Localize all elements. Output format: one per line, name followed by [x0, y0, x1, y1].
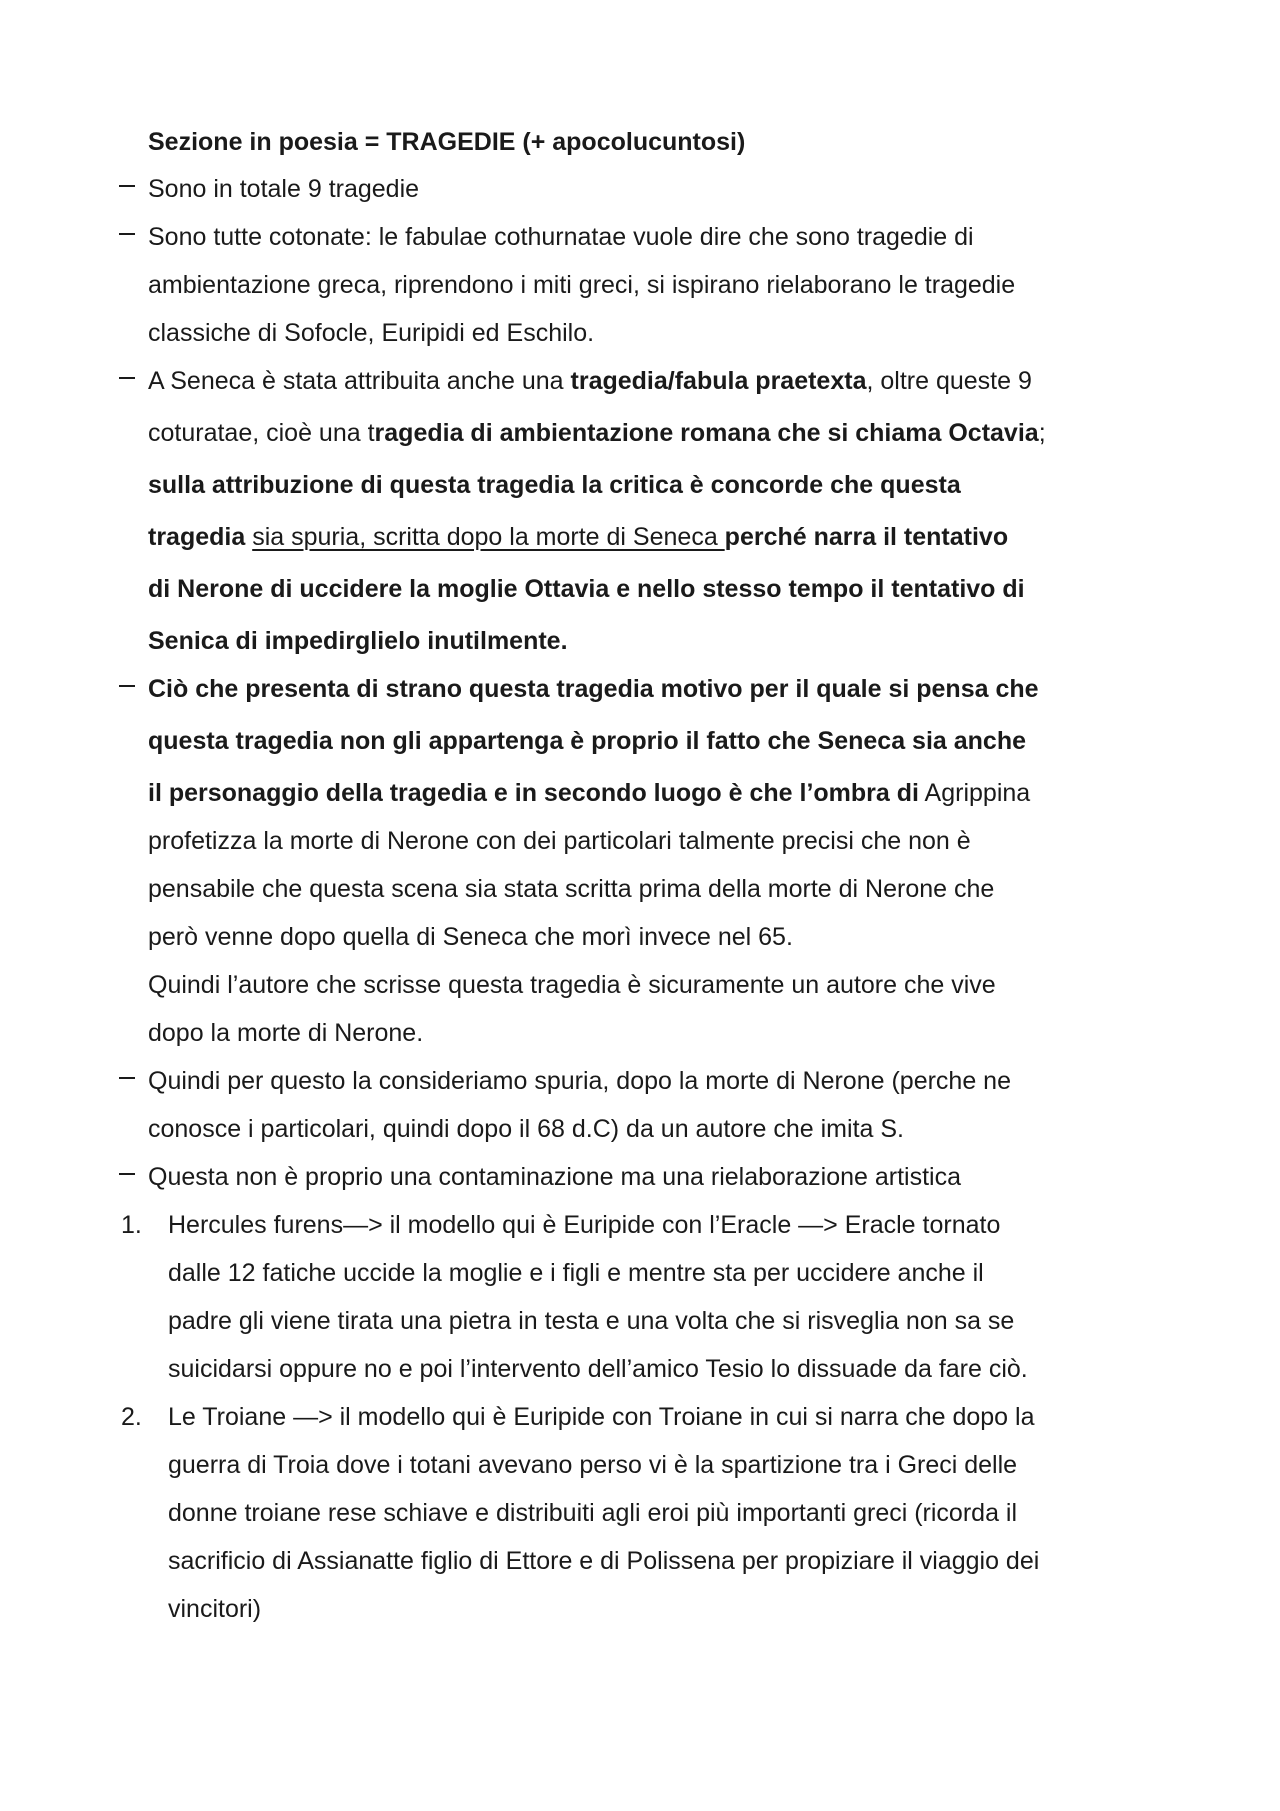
- bold-text: Senica di impedirglielo inutilmente.: [148, 627, 568, 655]
- underlined-text: sia spuria, scritta dopo la morte di Seneca: [252, 523, 725, 551]
- list-item-text: Le Troiane —> il modello qui è Euripide con Troiane in cui si narra che dopo la: [168, 1403, 1035, 1431]
- bullet-text: classiche di Sofocle, Euripidi ed Eschilo.: [148, 319, 595, 347]
- list-item-text: donne troiane rese schiave e distribuiti agli eroi più importanti greci (ricorda il: [168, 1499, 1018, 1527]
- list-item-text: vincitori): [168, 1595, 262, 1623]
- bullet-text: Questa non è proprio una contaminazione ma una rielaborazione artistica: [148, 1163, 961, 1191]
- bullet-dash: [119, 185, 135, 187]
- bullet-dash: [119, 233, 135, 235]
- text-span: Agrippina: [918, 779, 1031, 807]
- bold-text: Ciò che presenta di strano questa tragedia motivo per il quale si pensa che: [148, 675, 1039, 703]
- text-span: tragedia: [148, 523, 253, 551]
- text-span: A Seneca è stata attribuita anche una: [148, 367, 571, 395]
- bold-text: ragedia di ambientazione romana che si chiama Octavia: [374, 419, 1039, 447]
- list-item-text: sacrificio di Assianatte figlio di Ettore e di Polissena per propiziare il viaggio dei: [168, 1547, 1040, 1575]
- bullet-text: Sono in totale 9 tragedie: [148, 175, 420, 203]
- bullet-text: però venne dopo quella di Seneca che morì invece nel 65.: [148, 923, 793, 951]
- bold-text: questa tragedia non gli appartenga è proprio il fatto che Seneca sia anche: [148, 727, 1026, 755]
- bullet-dash: [119, 685, 135, 687]
- bullet-text: Quindi l’autore che scrisse questa tragedia è sicuramente un autore che vive: [148, 971, 996, 999]
- bullet-text: dopo la morte di Nerone.: [148, 1019, 424, 1047]
- text-span: , oltre queste 9: [866, 367, 1032, 395]
- text-span: ;: [1038, 419, 1046, 447]
- list-number: 1.: [121, 1211, 142, 1239]
- list-item-text: guerra di Troia dove i totani avevano perso vi è la spartizione tra i Greci delle: [168, 1451, 1018, 1479]
- bullet-text: Quindi per questo la consideriamo spuria, dopo la morte di Nerone (perche ne: [148, 1067, 1011, 1095]
- bold-text: il personaggio della tragedia e in secondo luogo è che l’ombra di: [148, 779, 919, 807]
- list-item-text: suicidarsi oppure no e poi l’intervento dell’amico Tesio lo dissuade da fare ciò.: [168, 1355, 1028, 1383]
- bullet-text: [148, 366, 1032, 396]
- bold-text: di Nerone di uccidere la moglie Ottavia e nello stesso tempo il tentativo di: [148, 575, 1025, 603]
- bullet-text: [148, 418, 1046, 448]
- list-item-text: padre gli viene tirata una pietra in testa e una volta che si risveglia non sa se: [168, 1307, 1015, 1335]
- section-heading: Sezione in poesia = TRAGEDIE (+ apocolucuntosi): [148, 128, 746, 156]
- bold-text: tragedia/fabula praetexta: [570, 367, 867, 395]
- bullet-text: pensabile che questa scena sia stata scritta prima della morte di Nerone che: [148, 875, 995, 903]
- bullet-dash: [119, 1173, 135, 1175]
- bold-text: sulla attribuzione di questa tragedia la critica è concorde che questa: [148, 471, 961, 499]
- bullet-text: Sono tutte cotonate: le fabulae cothurnatae vuole dire che sono tragedie di: [148, 223, 974, 251]
- bullet-text: ambientazione greca, riprendono i miti greci, si ispirano rielaborano le tragedie: [148, 271, 1016, 299]
- bullet-text: [148, 778, 1030, 808]
- list-item-text: dalle 12 fatiche uccide la moglie e i figli e mentre sta per uccidere anche il: [168, 1259, 984, 1287]
- list-number: 2.: [121, 1403, 142, 1431]
- bullet-dash: [119, 377, 135, 379]
- bullet-text: conosce i particolari, quindi dopo il 68 d.C) da un autore che imita S.: [148, 1115, 904, 1143]
- list-item-text: Hercules furens—> il modello qui è Euripide con l’Eracle —> Eracle tornato: [168, 1211, 1001, 1239]
- text-span: perché narra il tentativo: [724, 523, 1009, 551]
- bold-text: [148, 522, 1008, 552]
- text-span: coturatae, cioè una t: [148, 419, 375, 447]
- bullet-text: profetizza la morte di Nerone con dei particolari talmente precisi che non è: [148, 827, 971, 855]
- bullet-dash: [119, 1077, 135, 1079]
